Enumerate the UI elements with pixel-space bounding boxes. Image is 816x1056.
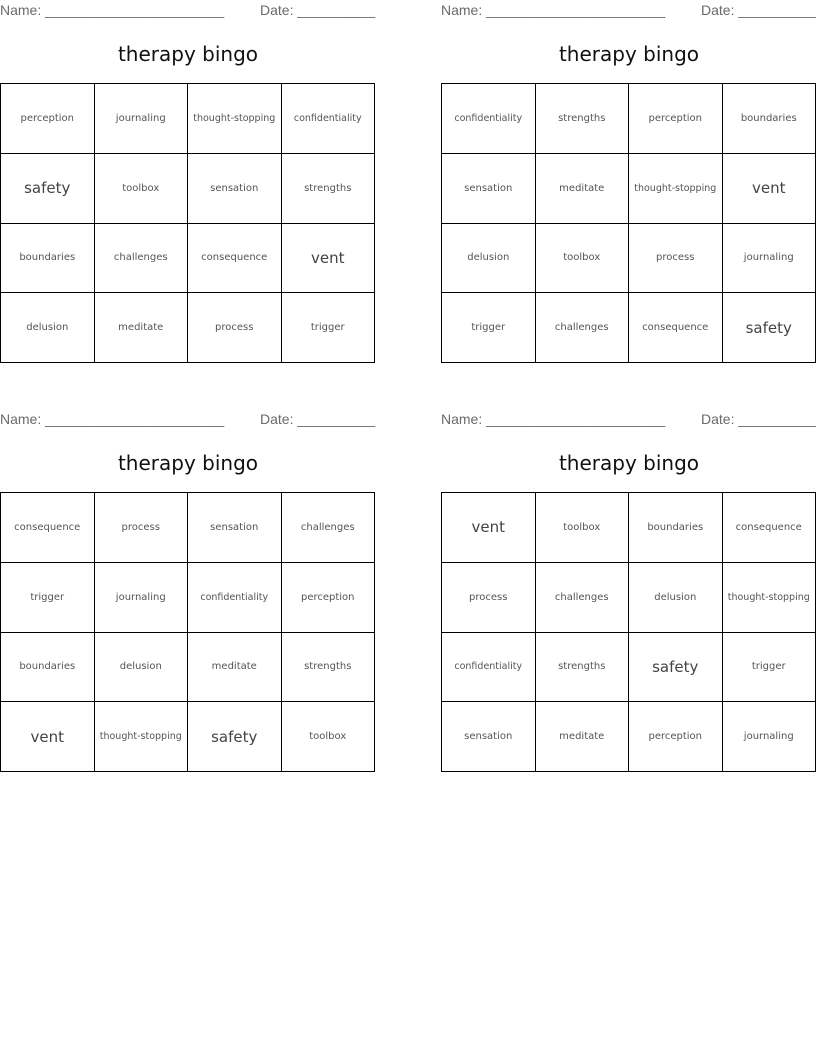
bingo-cell: journaling xyxy=(95,84,189,154)
bingo-cell: vent xyxy=(442,493,536,563)
bingo-cell: challenges xyxy=(536,293,630,363)
bingo-cell: process xyxy=(629,224,723,294)
bingo-grid xyxy=(441,492,816,772)
card-header xyxy=(441,2,816,20)
card-header xyxy=(441,411,816,429)
bingo-cell: confidentiality xyxy=(188,563,282,633)
bingo-cell: vent xyxy=(1,702,95,772)
bingo-cell: sensation xyxy=(188,154,282,224)
bingo-cell: sensation xyxy=(188,493,282,563)
card-title: therapy bingo xyxy=(558,42,700,66)
bingo-cell: thought-stopping xyxy=(95,702,189,772)
date-field: Date: __________ xyxy=(701,2,816,18)
bingo-cell: journaling xyxy=(723,702,816,772)
bingo-cell: perception xyxy=(629,702,723,772)
bingo-cell: toolbox xyxy=(95,154,189,224)
bingo-cell: challenges xyxy=(536,563,630,633)
bingo-cell: sensation xyxy=(442,702,536,772)
bingo-cell: delusion xyxy=(629,563,723,633)
bingo-cell: perception xyxy=(629,84,723,154)
bingo-cell: meditate xyxy=(188,633,282,703)
bingo-cell: delusion xyxy=(442,224,536,294)
bingo-cell: strengths xyxy=(536,84,630,154)
bingo-cell: process xyxy=(442,563,536,633)
bingo-cell: trigger xyxy=(442,293,536,363)
bingo-cell: confidentiality xyxy=(282,84,376,154)
bingo-cell: boundaries xyxy=(1,633,95,703)
name-field: Name: _______________________ xyxy=(441,411,666,427)
name-field: Name: _______________________ xyxy=(0,411,225,427)
card-title: therapy bingo xyxy=(117,42,259,66)
bingo-cell: thought-stopping xyxy=(723,563,816,633)
bingo-cell: trigger xyxy=(723,633,816,703)
bingo-cell: journaling xyxy=(723,224,816,294)
bingo-card xyxy=(0,0,376,372)
bingo-cell: challenges xyxy=(282,493,376,563)
bingo-cell: strengths xyxy=(536,633,630,703)
bingo-cell: trigger xyxy=(282,293,376,363)
bingo-grid xyxy=(0,83,375,363)
date-field: Date: __________ xyxy=(701,411,816,427)
bingo-cell: toolbox xyxy=(536,493,630,563)
bingo-cell: consequence xyxy=(629,293,723,363)
bingo-cell: boundaries xyxy=(629,493,723,563)
bingo-cell: consequence xyxy=(1,493,95,563)
bingo-cell: perception xyxy=(1,84,95,154)
bingo-card xyxy=(441,409,816,781)
bingo-cell: meditate xyxy=(95,293,189,363)
bingo-cell: strengths xyxy=(282,154,376,224)
bingo-card xyxy=(441,0,816,372)
name-field: Name: _______________________ xyxy=(0,2,225,18)
bingo-cell: consequence xyxy=(723,493,816,563)
bingo-cell: safety xyxy=(723,293,816,363)
bingo-cell: consequence xyxy=(188,224,282,294)
bingo-cell: sensation xyxy=(442,154,536,224)
bingo-cell: vent xyxy=(282,224,376,294)
date-field: Date: __________ xyxy=(260,411,376,427)
bingo-cell: vent xyxy=(723,154,816,224)
name-field: Name: _______________________ xyxy=(441,2,666,18)
bingo-cell: challenges xyxy=(95,224,189,294)
bingo-card xyxy=(0,409,376,781)
bingo-cell: safety xyxy=(629,633,723,703)
bingo-cell: thought-stopping xyxy=(188,84,282,154)
bingo-cell: strengths xyxy=(282,633,376,703)
bingo-cell: perception xyxy=(282,563,376,633)
bingo-cell: confidentiality xyxy=(442,633,536,703)
bingo-cell: process xyxy=(95,493,189,563)
bingo-cell: thought-stopping xyxy=(629,154,723,224)
bingo-cell: meditate xyxy=(536,154,630,224)
bingo-cell: toolbox xyxy=(536,224,630,294)
bingo-cell: delusion xyxy=(1,293,95,363)
bingo-cell: boundaries xyxy=(723,84,816,154)
bingo-grid xyxy=(0,492,375,772)
bingo-cell: delusion xyxy=(95,633,189,703)
bingo-grid xyxy=(441,83,816,363)
bingo-cell: boundaries xyxy=(1,224,95,294)
bingo-cell: confidentiality xyxy=(442,84,536,154)
bingo-cell: journaling xyxy=(95,563,189,633)
date-field: Date: __________ xyxy=(260,2,376,18)
card-title: therapy bingo xyxy=(117,451,259,475)
bingo-cell: process xyxy=(188,293,282,363)
card-header xyxy=(0,2,376,20)
card-header xyxy=(0,411,376,429)
bingo-cell: toolbox xyxy=(282,702,376,772)
card-title: therapy bingo xyxy=(558,451,700,475)
bingo-cell: safety xyxy=(1,154,95,224)
bingo-cell: meditate xyxy=(536,702,630,772)
bingo-cell: trigger xyxy=(1,563,95,633)
bingo-cell: safety xyxy=(188,702,282,772)
